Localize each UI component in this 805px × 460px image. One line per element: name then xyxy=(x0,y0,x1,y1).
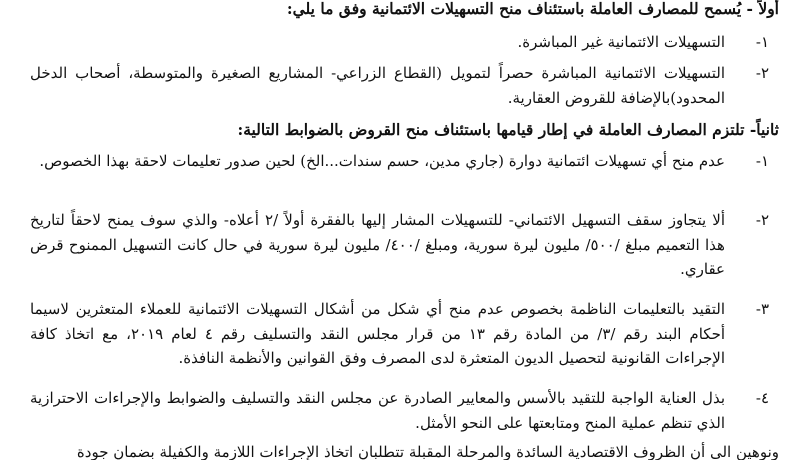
item-number: ٢- xyxy=(755,64,769,82)
section-2-item-2 xyxy=(30,208,769,282)
item-number: ٣- xyxy=(755,300,769,318)
item-number: ٢- xyxy=(755,211,769,229)
section-2-heading: ثانياً- تلتزم المصارف العاملة في إطار قيامها باستئناف منح القروض بالضوابط التالية: xyxy=(237,120,779,139)
item-text: التسهيلات الائتمانية المباشرة حصراً لتمويل (القطاع الزراعي- المشاريع الصغيرة والمتوسطة، أصحاب الدخل المحدود)بالإضافة للقروض العقارية. xyxy=(30,64,725,107)
section-1-item-1 xyxy=(30,30,769,55)
item-text: عدم منح أي تسهيلات ائتمانية دوارة (جاري مدين، حسم سندات...الخ) لحين صدور تعليمات لاحقة بهذا الخصوص. xyxy=(39,152,725,170)
section-1-item-2 xyxy=(30,61,769,110)
section-2-item-4 xyxy=(30,386,769,435)
section-1-heading: أولاً - يُسمح للمصارف العاملة باستئناف منح التسهيلات الائتمانية وفق ما يلي: xyxy=(286,0,779,18)
item-number: ١- xyxy=(755,152,769,170)
item-text: التسهيلات الائتمانية غير المباشرة. xyxy=(517,33,725,51)
section-2-item-3 xyxy=(30,297,769,371)
item-text: التقيد بالتعليمات الناظمة بخصوص عدم منح أي شكل من أشكال التسهيلات الائتمانية للعملاء المتعثرين لاسيما أحكام البند رقم /٣/ من المادة رقم ١٣ من قرار مجلس النقد والتسليف رقم ٤ لعام ٢٠١٩، مع اتخاذ كافة الإجراءات القانونية لتحصيل الديون المتعثرة لدى المصرف وفق القوانين والأنظمة النافذة. xyxy=(30,300,726,367)
item-text: ألا يتجاوز سقف التسهيل الائتماني- للتسهيلات المشار إليها بالفقرة أولاً /٢ أعلاه- والذي سوف يمنح لاحقاً لتاريخ هذا التعميم مبلغ /٥٠٠/ مليون ليرة سورية، ومبلغ /٤٠٠/ مليون ليرة سورية في حال كانت التسهيل الممنوح قرض عقاري. xyxy=(30,211,726,278)
footer-partial-line: ونوهين الى أن الظروف الاقتصادية السائدة والمرحلة المقبلة تتطلبان اتخاذ الإجراءات اللازمة والكفيلة بضمان جودة xyxy=(76,443,779,460)
section-2-item-1 xyxy=(30,149,769,174)
item-number: ٤- xyxy=(755,389,769,407)
item-number: ١- xyxy=(755,33,769,51)
item-text: بذل العناية الواجبة للتقيد بالأسس والمعايير الصادرة عن مجلس النقد والتسليف والضوابط والإجراءات الاحترازية الذي تنظم عملية المنح ومتابعتها على النحو الأمثل. xyxy=(30,389,725,432)
